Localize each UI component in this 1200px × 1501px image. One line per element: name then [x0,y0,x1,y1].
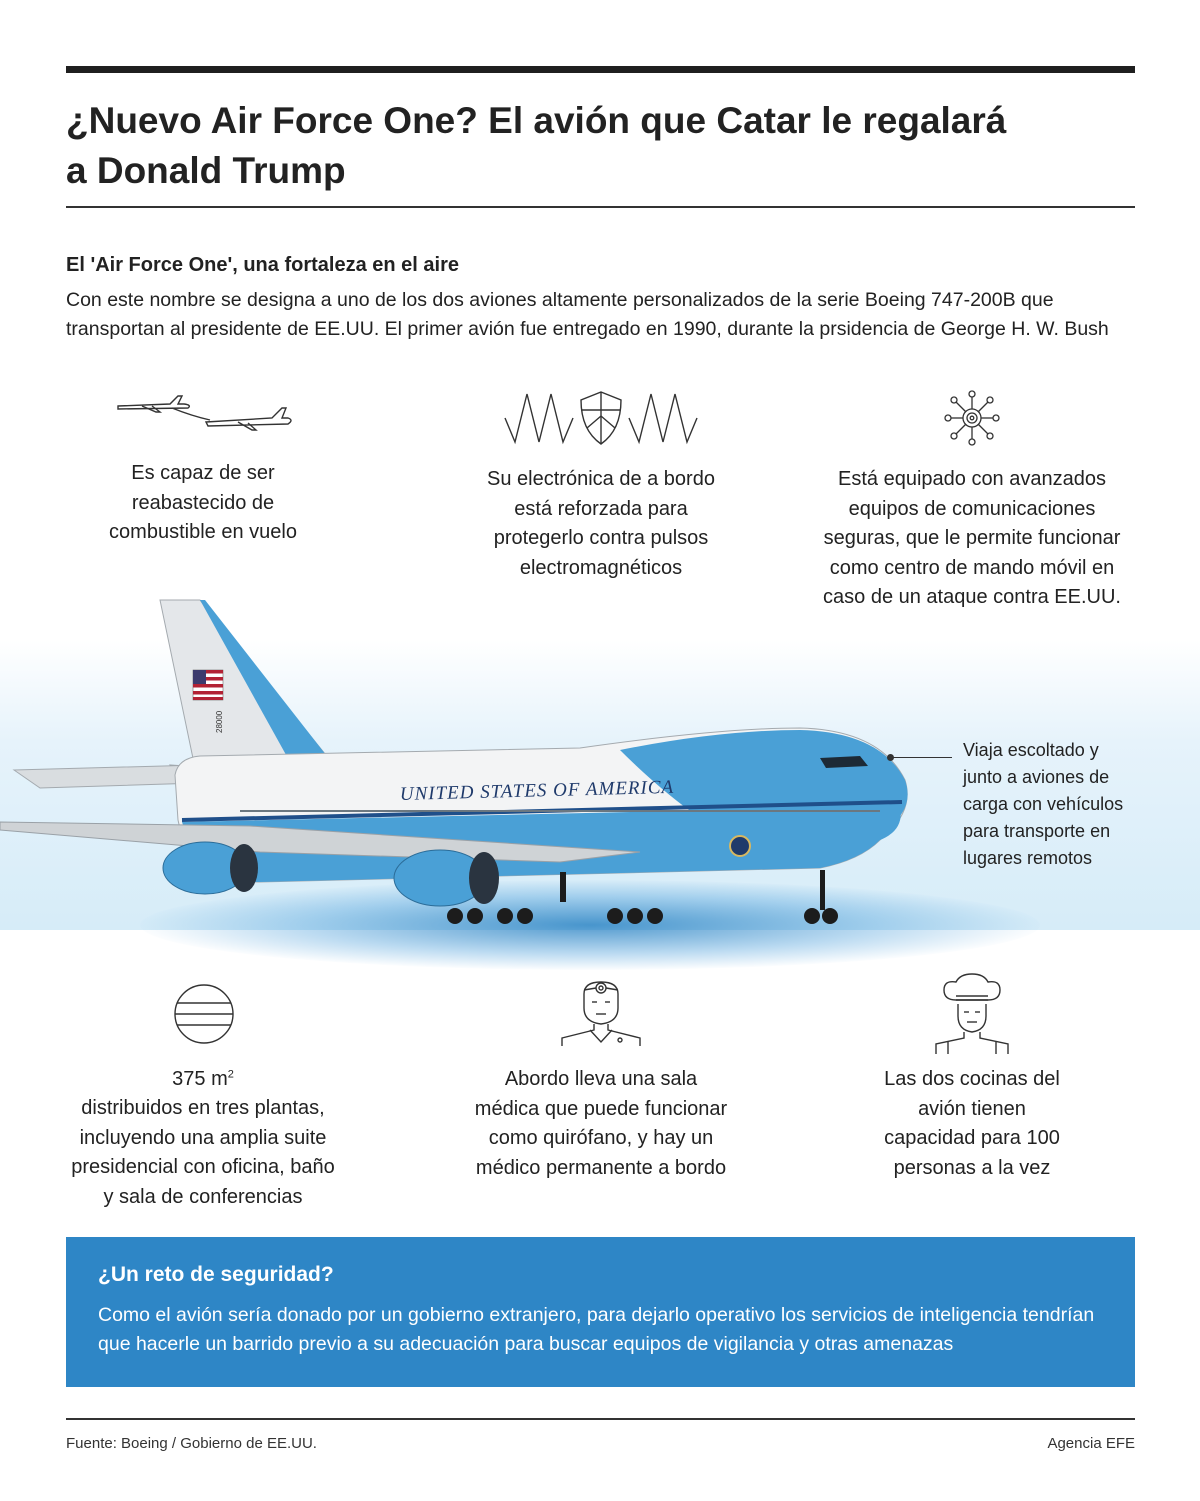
feature-refueling-text [53,459,353,548]
feature-medical-text [445,1065,757,1183]
escort-callout-line: lugares remotos [963,848,1093,868]
window-row [240,810,880,812]
intro-subtitle: El 'Air Force One', una fortaleza en el aire [66,254,459,276]
chef-icon [932,972,1012,1056]
intro-line-2: transportan al presidente de EE.UU. El primer avión fue entregado en 1990, durante la prsidencia de George H. W. Bush [66,318,1109,340]
intro-line-1: Con este nombre se designa a uno de los dos aviones altamente personalizados de la serie Boeing 747-200B que [66,289,1054,311]
escort-callout-line: carga con vehículos [963,794,1124,814]
security-box [66,1237,1135,1387]
feature-refueling-line: combustible en vuelo [109,521,297,543]
feature-medical-line: médica que puede funcionar [474,1097,728,1120]
feature-comms-line: como centro de mando móvil en [829,556,1115,579]
headline-line-2: a Donald Trump [66,150,346,191]
feature-comms-line: Está equipado con avanzados [838,468,1106,490]
feature-emp-line: Su electrónica de a bordo [487,468,715,490]
feature-comms-line: seguras, que le permite funcionar [823,527,1121,549]
cockpit-windows [820,756,868,768]
headline [66,96,1126,196]
feature-area-line: incluyendo una amplia suite [79,1126,327,1149]
refueling-planes-icon [112,386,298,432]
feature-refueling-line: Es capaz de ser [131,462,275,484]
security-text [98,1301,1118,1359]
feature-medical-line: médico permanente a bordo [475,1156,727,1179]
feature-comms-line: caso de un ataque contra EE.UU. [823,586,1121,608]
escort-callout-line: junto a aviones de [963,767,1110,787]
feature-comms-line: equipos de comunicaciones [848,497,1096,520]
escort-callout [963,737,1163,872]
footer-rule [66,1418,1135,1420]
tail-number: 28000 [215,710,224,733]
landing-gear [447,870,838,924]
area-value [172,1068,234,1090]
air-force-one-illustration [0,590,960,930]
agency-credit: Agencia EFE [1047,1435,1135,1452]
source-credit: Fuente: Boeing / Gobierno de EE.UU. [66,1435,317,1452]
feature-emp-line: electromagnéticos [519,556,683,579]
feature-kitchen-line: Las dos cocinas del [884,1068,1060,1090]
escort-callout-line: Viaja escoltado y [963,740,1099,760]
intro-text [66,286,1146,344]
feature-area-text [53,1060,353,1212]
us-flag [193,670,223,700]
feature-kitchen-line: personas a la vez [893,1156,1051,1179]
feature-kitchen-line: capacidad para 100 [884,1127,1060,1149]
feature-refueling-line: reabastecido de [131,491,275,514]
feature-emp-line: protegerlo contra pulsos [493,527,709,549]
feature-area-line: presidencial con oficina, baño [71,1156,335,1179]
feature-medical-line: como quirófano, y hay un [488,1127,714,1149]
presidential-seal [730,836,750,856]
feature-emp-line: está reforzada para [514,497,688,520]
feature-area-line: distribuidos en tres plantas, [81,1097,325,1120]
feature-emp-text [445,465,757,583]
feature-area-line: y sala de conferencias [103,1185,303,1208]
area-exponent: 2 [227,1068,234,1080]
area-number: 375 m [172,1067,228,1090]
escort-callout-line: para transporte en [963,821,1111,841]
headline-line-1: ¿Nuevo Air Force One? El avión que Catar le regalará [66,100,1007,141]
emp-shield-icon [503,388,699,448]
feature-medical-line: Abordo lleva una sala [504,1068,698,1090]
security-line-2: que hacerle un barrido previo a su adecuación para buscar equipos de vigilancia y otras amenazas [98,1333,954,1355]
fuselage-lettering: UNITED STATES OF AMERICA [399,776,675,805]
feature-kitchen-text [822,1065,1122,1183]
top-rule [66,66,1135,73]
headline-rule [66,206,1135,208]
fuselage-section-icon [173,983,235,1045]
security-line-1: Como el avión sería donado por un gobierno extranjero, para dejarlo operativo los servicios de inteligencia tendrían [98,1304,1095,1326]
security-title: ¿Un reto de seguridad? [98,1263,334,1286]
feature-kitchen-line: avión tienen [918,1097,1026,1120]
doctor-icon [560,976,642,1046]
network-hub-icon [942,388,1002,448]
callout-line [890,757,952,758]
